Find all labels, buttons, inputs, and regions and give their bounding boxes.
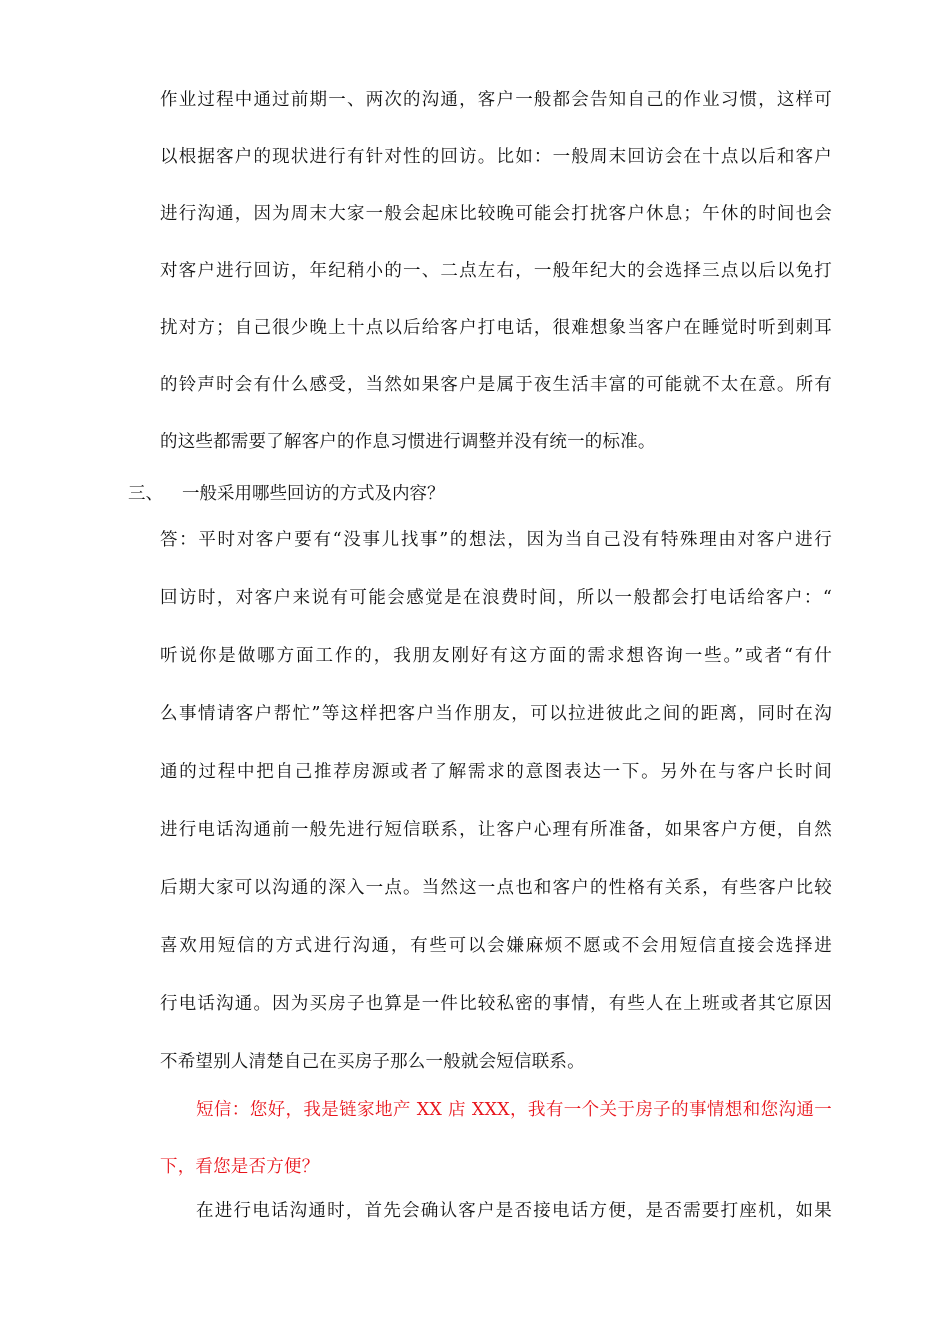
phone-line-1: 在进行电话沟通时，首先会确认客户是否接电话方便，是否需要打座机，如果	[196, 1201, 832, 1221]
habits-line-7: 的这些都需要了解客户的作息习惯进行调整并没有统一的标准。	[160, 432, 656, 452]
section-number: 三、	[128, 484, 163, 504]
habits-line-1: 作业过程中通过前期一、两次的沟通，客户一般都会告知自己的作业习惯，这样可	[160, 90, 832, 110]
habits-line-3: 进行沟通，因为周末大家一般会起床比较晚可能会打扰客户休息；午休的时间也会	[160, 204, 832, 224]
sms-example-line-1: 短信：您好，我是链家地产 XX 店 XXX，我有一个关于房子的事情想和您沟通一	[196, 1100, 832, 1120]
answer-line-10: 不希望别人清楚自己在买房子那么一般就会短信联系。	[160, 1052, 585, 1072]
answer-line-9: 行电话沟通。因为买房子也算是一件比较私密的事情，有些人在上班或者其它原因	[160, 994, 832, 1014]
answer-line-4: 么事情请客户帮忙”等这样把客户当作朋友，可以拉进彼此之间的距离，同时在沟	[160, 704, 832, 724]
answer-line-5: 通的过程中把自己推荐房源或者了解需求的意图表达一下。另外在与客户长时间	[160, 762, 832, 782]
section-title: 一般采用哪些回访的方式及内容？	[182, 484, 445, 504]
answer-line-3: 听说你是做哪方面工作的，我朋友刚好有这方面的需求想咨询一些。”或者“有什	[160, 646, 832, 666]
answer-line-1: 答：平时对客户要有“没事儿找事”的想法，因为当自己没有特殊理由对客户进行	[160, 530, 832, 550]
sms-example-line-2: 下，看您是否方便？	[160, 1157, 320, 1177]
habits-line-6: 的铃声时会有什么感受，当然如果客户是属于夜生活丰富的可能就不太在意。所有	[160, 375, 832, 395]
answer-line-2: 回访时，对客户来说有可能会感觉是在浪费时间，所以一般都会打电话给客户：“	[160, 588, 832, 608]
habits-line-2: 以根据客户的现状进行有针对性的回访。比如：一般周末回访会在十点以后和客户	[160, 147, 832, 167]
habits-line-5: 扰对方；自己很少晚上十点以后给客户打电话，很难想象当客户在睡觉时听到刺耳	[160, 318, 832, 338]
answer-line-8: 喜欢用短信的方式进行沟通，有些可以会嫌麻烦不愿或不会用短信直接会选择进	[160, 936, 832, 956]
answer-line-6: 进行电话沟通前一般先进行短信联系，让客户心理有所准备，如果客户方便，自然	[160, 820, 832, 840]
habits-line-4: 对客户进行回访，年纪稍小的一、二点左右，一般年纪大的会选择三点以后以免打	[160, 261, 832, 281]
answer-line-7: 后期大家可以沟通的深入一点。当然这一点也和客户的性格有关系，有些客户比较	[160, 878, 832, 898]
